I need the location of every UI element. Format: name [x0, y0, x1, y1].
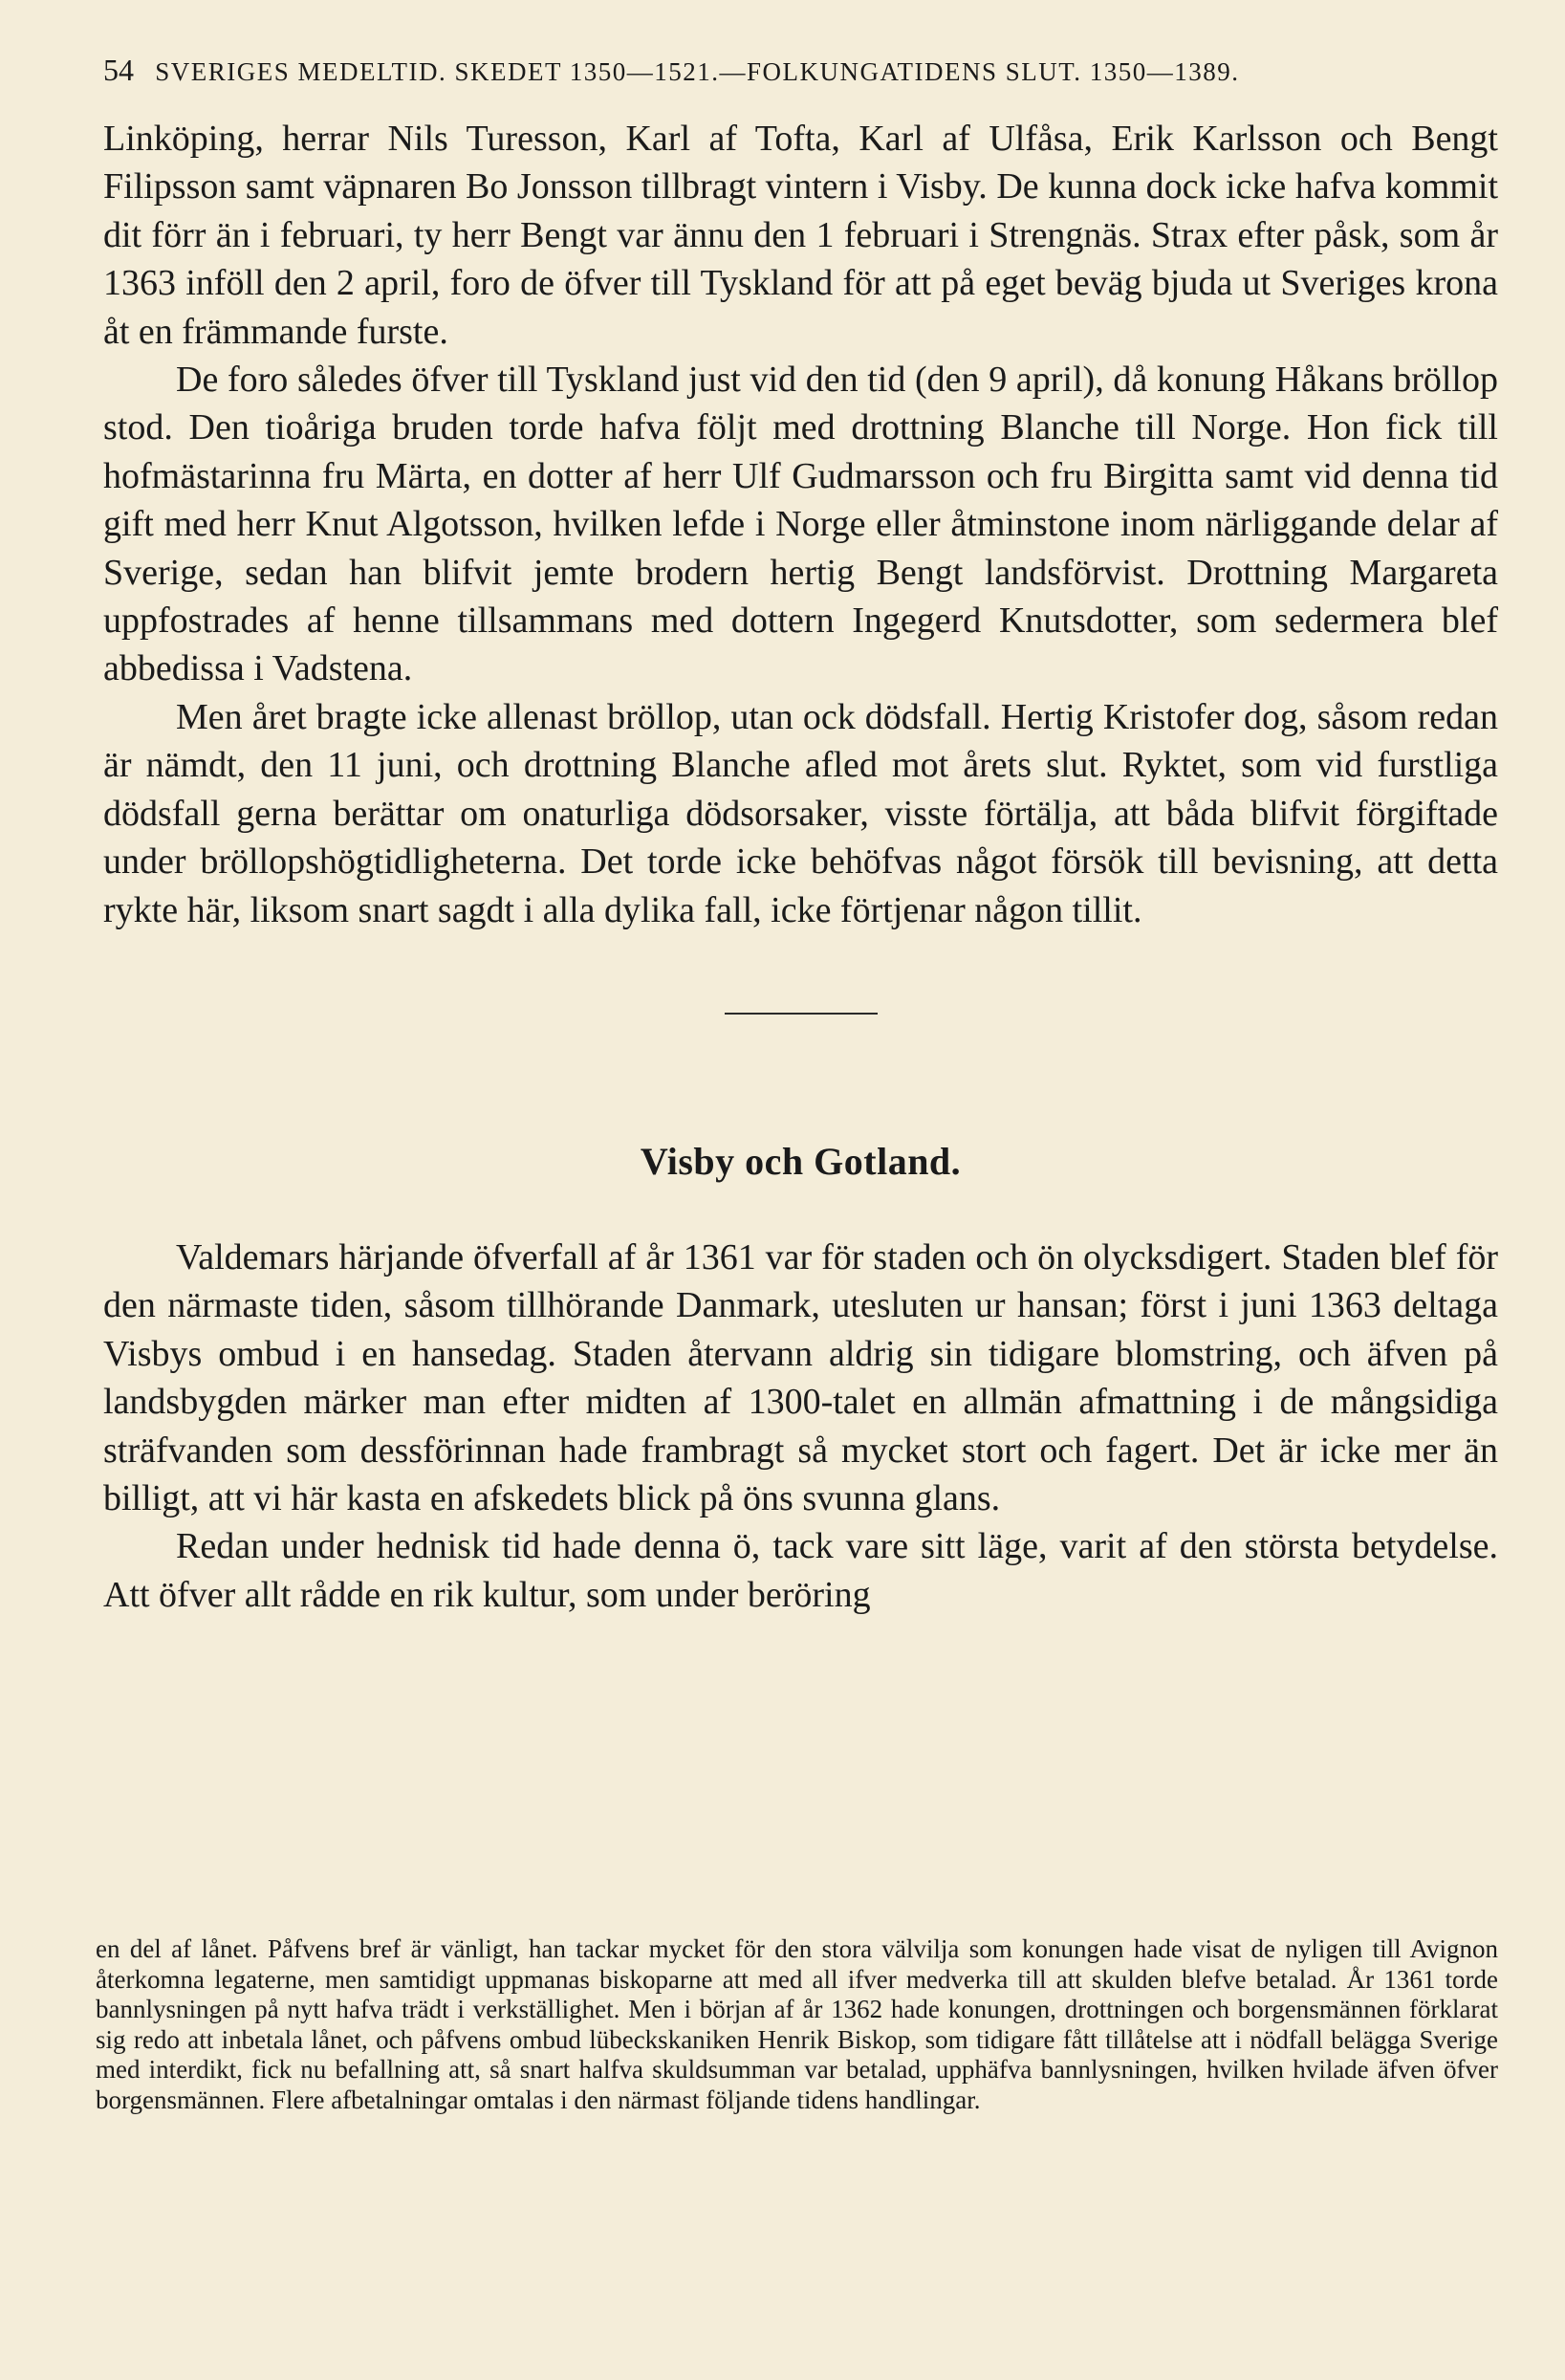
- paragraph: Linköping, herrar Nils Turesson, Karl af Tofta, Karl af Ulfåsa, Erik Karlsson och Bengt Filipsson samt väpnaren Bo Jonsson tillbragt vintern i Visby. De kunna dock icke hafva kommit dit förr än i februari, ty herr Bengt var ännu den 1 februari i Strengnäs. Strax efter påsk, som år 1363 inföll den 2 april, foro de öfver till Tyskland för att på eget beväg bjuda ut Sveriges krona åt en främmande furste.: [103, 119, 1498, 352]
- running-header: [103, 53, 1498, 88]
- paragraph: Valdemars härjande öfverfall af år 1361 var för staden och ön olycksdigert. Staden blef för den närmaste tiden, såsom tillhörande Danmark, utesluten ur hansan; först i juni 1363 deltaga Visbys ombud i en hansedag. Staden återvann aldrig sin tidigare blomstring, och äfven på landsbygden märker man efter midten af 1300-talet en allmän afmattning i de mångsidiga sträfvanden som dessförinnan hade frambragt så mycket stort och fagert. Det är icke mer än billigt, att vi här kasta en afskedets blick på öns svunna glans.: [103, 1236, 1498, 1518]
- paragraph: Redan under hednisk tid hade denna ö, tack vare sitt läge, varit af den största betydelse. Att öfver allt rådde en rik kultur, som under beröring: [103, 1526, 1498, 1615]
- section-text: [103, 1234, 1498, 1619]
- section-heading: Visby och Gotland.: [640, 1139, 962, 1183]
- running-title: SVERIGES MEDELTID. SKEDET 1350—1521.—FOLKUNGATIDENS SLUT. 1350—1389.: [155, 57, 1240, 86]
- page-number: 54: [103, 53, 134, 87]
- main-text: [103, 115, 1498, 934]
- section-divider: [725, 1013, 878, 1015]
- footnote: en del af lånet. Påfvens bref är vänligt, han tackar mycket för den stora välvilja som konungen hade visat de nyligen till Avignon återkomna legaterne, men samtidigt uppmanas biskoparne att med all ifver medverka till att skulden blefve betalad. År 1361 torde bannlysningen på nytt hafva trädt i verkställighet. Men i början af år 1362 hade konungen, drottningen och borgensmännen förklarat sig redo att inbetala lånet, och påfvens ombud lübeckskaniken Henrik Biskop, som tidigare fått tillåtelse att i nödfall belägga Sverige med interdikt, fick nu befallning att, så snart halfva skuldsumman var betalad, upphäfva bannlysningen, hvilken hvilade äfven öfver borgensmännen. Flere afbetalningar omtalas i den närmast följande tidens handlingar.: [96, 1934, 1498, 2114]
- paragraph: Men året bragte icke allenast bröllop, utan ock dödsfall. Hertig Kristofer dog, såsom redan är nämdt, den 11 juni, och drottning Blanche afled mot årets slut. Ryktet, som vid furstliga dödsfall gerna berättar om onaturliga dödsorsaker, visste förtälja, att båda blifvit förgiftade under bröllopshögtidligheterna. Det torde icke behöfvas något försök till bevisning, att detta rykte här, liksom snart sagdt i alla dylika fall, icke förtjenar någon tillit.: [103, 696, 1498, 930]
- paragraph: De foro således öfver till Tyskland just vid den tid (den 9 april), då konung Håkans bröllop stod. Den tioåriga bruden torde hafva följt med drottning Blanche till Norge. Hon fick till hofmästarinna fru Märta, en dotter af herr Ulf Gudmarsson och fru Birgitta samt vid denna tid gift med herr Knut Algotsson, hvilken lefde i Norge eller åtminstone inom närliggande delar af Sverige, sedan han blifvit jemte brodern hertig Bengt landsförvist. Drottning Margareta uppfostrades af henne tillsammans med dottern Ingegerd Knutsdotter, som sedermera blef abbedissa i Vadstena.: [103, 360, 1498, 689]
